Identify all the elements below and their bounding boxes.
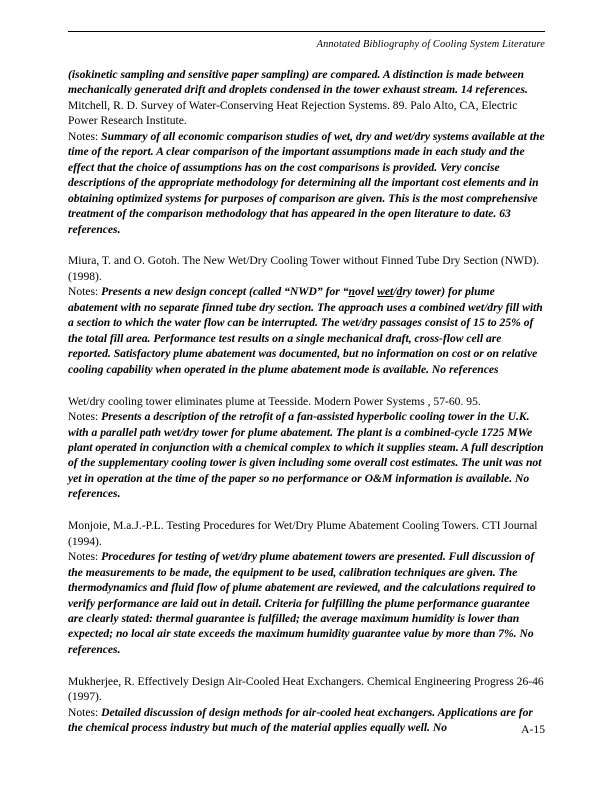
annotation-underlined-d: d [396, 285, 403, 299]
entry-citation: Miura, T. and O. Gotoh. The New Wet/Dry Cooling Tower without Finned Tube Dry Section (NWD). (1998). [68, 254, 540, 283]
entry-citation: Monjoie, M.a.J.-P.L. Testing Procedures for Wet/Dry Plume Abatement Cooling Towers. CTI Journal (1994). [68, 519, 538, 548]
entry-annotation: Procedures for testing of wet/dry plume abatement towers are presented. Full discussion of the measurements to be made, the equipment to be used, calibration techniques are given. The thermodynamics and fluid flow of plume abatement are reviewed, and the calculations required to verify performance are laid out in detail. Criteria for fulfilling the plume performance guarantee are clearly stated: thermal guarantee is fulfilled; the average maximum humidity is lower than expected; no local air state exceeds the maximum humidity guarantee value by more than 7%. No references. [68, 550, 536, 656]
entry-text-block [68, 253, 546, 377]
running-header-title: Annotated Bibliography of Cooling System Literature [316, 39, 545, 50]
entry-text-block [68, 98, 546, 237]
annotation-segment: ovel [354, 285, 378, 299]
entry-annotation: Detailed discussion of design methods for air-cooled heat exchangers. Applications are for the chemical process industry but much of the material applies equally well. No [68, 705, 533, 735]
annotation-segment: Presents a new design concept (called “NWD” for “ [101, 285, 349, 299]
page-number: A-15 [521, 723, 545, 736]
bibliography-entry [68, 98, 546, 237]
annotation-underlined-wet: wet [377, 285, 394, 299]
entry-text-block [68, 518, 546, 657]
continued-annotation-paragraph: (isokinetic sampling and sensitive paper sampling) are compared. A distinction is made between mechanically generated drift and droplets condensed in the tower exhaust stream. 14 references. [68, 68, 528, 97]
annotation-underlined-n: n [348, 285, 355, 299]
notes-label: Notes: [68, 705, 102, 719]
bibliography-entry [68, 394, 546, 502]
notes-label: Notes: [68, 550, 102, 564]
notes-label: Notes: [68, 285, 102, 299]
bibliography-entry [68, 518, 546, 657]
header-divider-rule [68, 31, 545, 32]
annotation-segment: / [393, 285, 397, 299]
annotation-segment: ry tower) for plume abatement with no separate finned tube dry section. The approach uses a combined wet/dry fill with a section to which the water flow can be interrupted. The wet/dry passages consist of 15 to 25% of the total fill area. Performance test results on a single mechanical draft, cross-flow cell are reported. Satisfactory plume abatement was documented, but no information on cost or on relative cooling capability when operated in the plume abatement mode is available. No references [68, 285, 543, 376]
entry-annotation: Summary of all economic comparison studies of wet, dry and wet/dry systems available at the time of the report. A clear comparison of the important assumptions made in each study and the effect that the choice of assumptions has on the cost comparisons is provided. Very concise descriptions of the appropriate methodology for determining all the important cost elements and in obtaining optimized systems for purposes of comparison are given. This is the most comprehensive treatment of the comparison methodology that has appeared in the open literature to date. 63 references. [68, 129, 545, 236]
notes-label: Notes: [68, 410, 102, 424]
bibliography-entry [68, 253, 546, 377]
entry-annotation: Presents a description of the retrofit of a fan-assisted hyperbolic cooling tower in the U.K. with a parallel path wet/dry tower for plume abatement. The plant is a combined-cycle 1725 MWe plant operated in conjunction with a chemical complex to which it supplies steam. A full description of the supplementary cooling tower is given including some overall cost estimates. The unit was not yet in operation at the time of the paper so no performance or O&M information is available. No references. [68, 410, 544, 501]
entry-citation: Mitchell, R. D. Survey of Water-Conserving Heat Rejection Systems. 89. Palo Alto, CA, Electric Power Research Institute. [68, 98, 518, 128]
entry-citation: Wet/dry cooling tower eliminates plume at Teesside. Modern Power Systems , 57-60. 95. [68, 394, 481, 408]
notes-label: Notes: [68, 129, 102, 143]
entry-citation: Mukherjee, R. Effectively Design Air-Cooled Heat Exchangers. Chemical Engineering Progress 26-46 (1997). [68, 674, 544, 704]
entry-annotation [68, 285, 543, 375]
entry-text-block [68, 394, 546, 502]
bibliography-body [68, 67, 546, 736]
